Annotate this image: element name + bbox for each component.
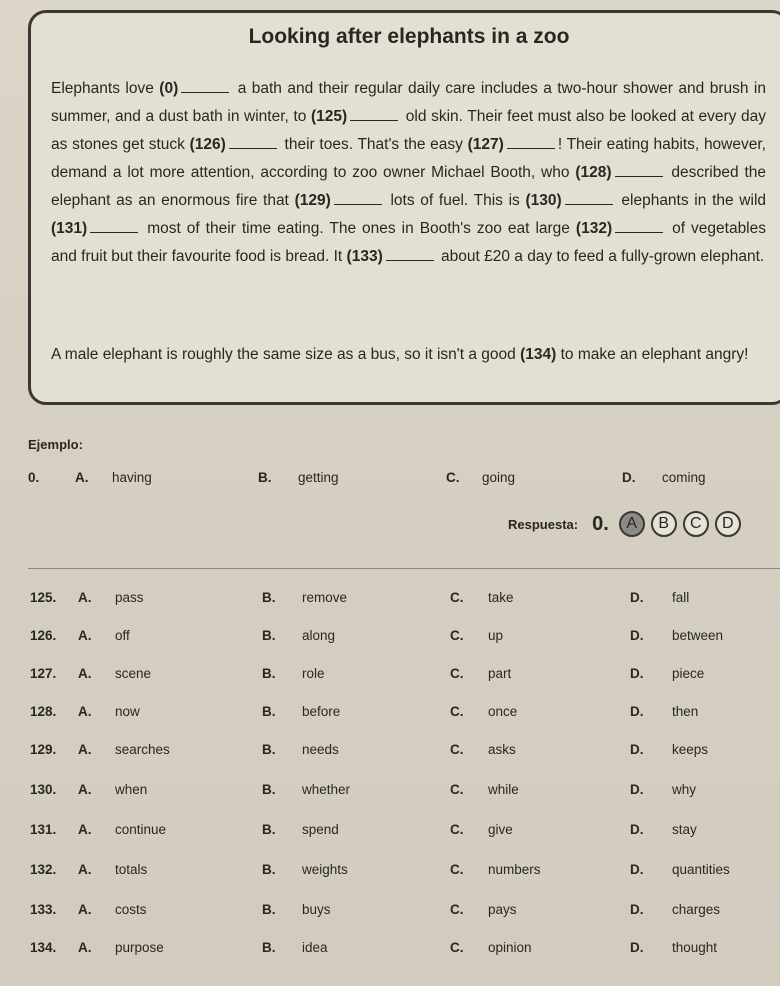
passage-text (51, 75, 766, 271)
question-number: 132. (30, 862, 57, 877)
answer-bubble-d[interactable]: D (715, 511, 741, 537)
question-row (0, 590, 780, 614)
option-text[interactable]: role (302, 666, 325, 681)
gap-number: (126) (189, 136, 226, 153)
option-letter: D. (630, 628, 644, 643)
option-text[interactable]: part (488, 666, 512, 681)
question-number: 133. (30, 902, 57, 917)
question-number: 0. (28, 470, 40, 485)
option-letter: A. (75, 470, 89, 485)
answer-bubble-c[interactable]: C (683, 511, 709, 537)
answer-example (508, 508, 741, 540)
option-text[interactable]: fall (672, 590, 690, 605)
option-letter: D. (630, 666, 644, 681)
option-letter: A. (78, 940, 92, 955)
option-text[interactable]: keeps (672, 742, 709, 757)
option-text[interactable]: piece (672, 666, 705, 681)
option-text[interactable]: up (488, 628, 504, 643)
option-text[interactable]: stay (672, 822, 697, 837)
option-letter: B. (262, 590, 276, 605)
example-label: Ejemplo: (28, 437, 83, 452)
passage-segment: described the elephant as an enormous fire that (51, 164, 766, 209)
question-row (0, 782, 780, 806)
passage-segment: most of their time eating. The ones in Booth's zoo eat large (147, 220, 570, 237)
question-row (0, 628, 780, 652)
option-text[interactable]: quantities (672, 862, 730, 877)
answer-number: 0. (592, 512, 609, 535)
option-letter: B. (262, 628, 276, 643)
option-text[interactable]: needs (302, 742, 339, 757)
option-letter: C. (450, 742, 464, 757)
option-text[interactable]: asks (488, 742, 516, 757)
option-letter: C. (450, 666, 464, 681)
option-text[interactable]: continue (115, 822, 167, 837)
gap-number: (132) (575, 220, 613, 237)
option-text[interactable]: then (672, 704, 699, 719)
question-number: 130. (30, 782, 57, 797)
option-letter: A. (78, 902, 92, 917)
gap-blank (565, 190, 613, 205)
passage-segment: a bath and their regular daily care includes a two-hour shower and brush in summer, and a dust bath in winter, to (51, 80, 766, 125)
option-text[interactable]: whether (302, 782, 351, 797)
gap-blank (229, 134, 277, 149)
option-text[interactable]: thought (672, 940, 718, 955)
option-letter: C. (450, 940, 464, 955)
gap-number: (130) (525, 192, 562, 209)
section-divider (28, 568, 780, 569)
gap-blank (615, 218, 663, 233)
option-letter: D. (630, 590, 644, 605)
option-text[interactable]: once (488, 704, 518, 719)
option-text[interactable]: now (115, 704, 140, 719)
option-letter: A. (78, 742, 92, 757)
question-row (0, 902, 780, 926)
option-text[interactable]: weights (302, 862, 348, 877)
option-text[interactable]: take (488, 590, 514, 605)
passage-segment: of vegetables and fruit but their favourite food is bread. It (51, 220, 767, 265)
question-row (0, 704, 780, 728)
gap-number: (129) (294, 192, 331, 209)
reading-passage-box (28, 10, 780, 405)
passage-segment: their toes. That's the easy (284, 136, 463, 153)
option-letter: D. (630, 822, 644, 837)
option-letter: B. (262, 782, 276, 797)
option-letter: C. (450, 590, 464, 605)
option-letter: C. (450, 704, 464, 719)
option-text[interactable]: remove (302, 590, 348, 605)
option-text[interactable]: pass (115, 590, 144, 605)
question-number: 131. (30, 822, 57, 837)
option-letter: D. (622, 470, 636, 485)
gap-number: (125) (310, 108, 348, 125)
passage-segment: to make an elephant angry! (560, 346, 749, 363)
question-number: 129. (30, 742, 57, 757)
answer-label: Respuesta: (508, 516, 579, 532)
option-text[interactable]: between (672, 628, 724, 643)
option-letter: D. (630, 782, 644, 797)
passage-segment: about £20 a day to feed a fully-grown elephant. (441, 248, 765, 265)
option-text[interactable]: costs (115, 902, 147, 917)
gap-number: (133) (346, 248, 383, 265)
answer-bubble-a[interactable]: A (619, 511, 645, 537)
option-letter: A. (78, 590, 92, 605)
option-text[interactable]: buys (302, 902, 331, 917)
gap-blank (181, 78, 229, 93)
option-letter: B. (258, 470, 272, 485)
gap-number: (134) (520, 346, 557, 363)
question-number: 127. (30, 666, 57, 681)
option-letter: C. (450, 862, 464, 877)
option-text[interactable]: charges (672, 902, 721, 917)
passage-segment: elephants in the wild (621, 192, 767, 209)
option-letter: B. (262, 822, 276, 837)
passage-segment: Elephants love (51, 80, 154, 97)
option-text: getting (298, 470, 339, 485)
option-letter: B. (262, 666, 276, 681)
question-row (0, 666, 780, 690)
option-text: coming (662, 470, 706, 485)
gap-blank (507, 134, 555, 149)
option-letter: C. (450, 902, 464, 917)
option-text[interactable]: when (115, 782, 148, 797)
question-number: 126. (30, 628, 57, 643)
gap-blank (334, 190, 382, 205)
option-letter: A. (78, 628, 92, 643)
option-letter: C. (446, 470, 460, 485)
option-letter: B. (262, 862, 276, 877)
option-letter: A. (78, 862, 92, 877)
question-number: 128. (30, 704, 57, 719)
option-letter: D. (630, 742, 644, 757)
option-text[interactable]: scene (115, 666, 152, 681)
option-text[interactable]: pays (488, 902, 517, 917)
option-letter: C. (450, 628, 464, 643)
question-row (0, 940, 780, 964)
passage-segment: lots of fuel. This is (390, 192, 520, 209)
option-text[interactable]: give (488, 822, 513, 837)
answer-bubble-b[interactable]: B (651, 511, 677, 537)
gap-number: (128) (575, 164, 612, 181)
gap-number: (131) (51, 220, 88, 237)
gap-number: (127) (467, 136, 504, 153)
gap-blank (350, 106, 398, 121)
option-letter: A. (78, 666, 92, 681)
option-text[interactable]: spend (302, 822, 339, 837)
option-letter: A. (78, 704, 92, 719)
question-row (0, 742, 780, 766)
option-text[interactable]: while (488, 782, 519, 797)
option-letter: A. (78, 782, 92, 797)
option-letter: B. (262, 704, 276, 719)
passage-closing (51, 341, 771, 369)
option-text[interactable]: searches (115, 742, 170, 757)
passage-segment: A male elephant is roughly the same size as a bus, so it isn't a good (51, 346, 516, 363)
option-letter: D. (630, 902, 644, 917)
option-letter: B. (262, 742, 276, 757)
option-text[interactable]: opinion (488, 940, 532, 955)
option-letter: B. (262, 902, 276, 917)
option-text[interactable]: idea (302, 940, 328, 955)
question-number: 134. (30, 940, 57, 955)
option-text: having (112, 470, 152, 485)
option-letter: D. (630, 704, 644, 719)
option-letter: D. (630, 940, 644, 955)
option-text[interactable]: numbers (488, 862, 541, 877)
gap-blank (386, 246, 434, 261)
gap-number: (0) (159, 80, 179, 97)
gap-blank (90, 218, 138, 233)
option-text[interactable]: purpose (115, 940, 164, 955)
example-row (0, 470, 780, 494)
option-letter: C. (450, 782, 464, 797)
question-row (0, 862, 780, 886)
option-letter: C. (450, 822, 464, 837)
gap-blank (615, 162, 663, 177)
option-text[interactable]: totals (115, 862, 148, 877)
question-number: 125. (30, 590, 57, 605)
passage-title: Looking after elephants in a zoo (248, 25, 570, 48)
option-text[interactable]: before (302, 704, 341, 719)
option-text[interactable]: along (302, 628, 336, 643)
option-text: going (482, 470, 516, 485)
question-row (0, 822, 780, 846)
option-letter: D. (630, 862, 644, 877)
option-letter: B. (262, 940, 276, 955)
option-text[interactable]: why (672, 782, 697, 797)
passage-segment: ! Their eating habits, however, demand a lot more attention, according to zoo owner Michael Booth, who (51, 136, 766, 181)
passage-segment: old skin. Their feet must also be looked at every day as stones get stuck (51, 108, 766, 153)
option-letter: A. (78, 822, 92, 837)
option-text[interactable]: off (115, 628, 130, 643)
